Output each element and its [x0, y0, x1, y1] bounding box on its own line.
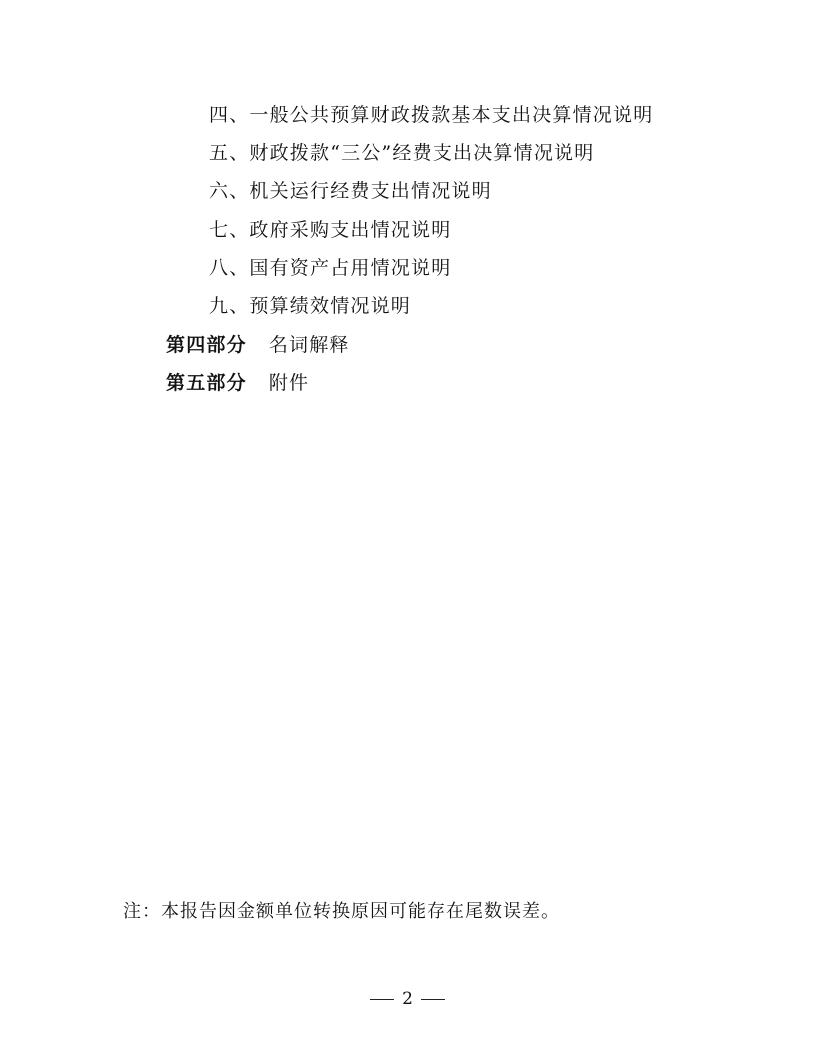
- toc-item-8: 八、国有资产占用情况说明: [209, 257, 452, 279]
- toc-part-number: 第四部分: [166, 334, 247, 356]
- page-number: [0, 988, 815, 1010]
- toc-part-number: 第五部分: [166, 372, 247, 394]
- toc-part-4: [166, 333, 350, 357]
- toc-part-5: [166, 371, 309, 395]
- toc-item-7: 七、政府采购支出情况说明: [209, 219, 452, 241]
- toc-item-5: 五、财政拨款“三公”经费支出决算情况说明: [209, 142, 595, 164]
- toc-item-9: 九、预算绩效情况说明: [209, 295, 412, 317]
- dash-left: [370, 999, 394, 1000]
- dash-right: [421, 999, 445, 1000]
- toc-part-title: 名词解释: [268, 334, 350, 356]
- toc-item-6: 六、机关运行经费支出情况说明: [209, 180, 492, 202]
- footnote: 注：本报告因金额单位转换原因可能存在尾数误差。: [123, 901, 560, 922]
- toc-part-title: 附件: [268, 372, 310, 394]
- page-number-value: 2: [402, 989, 413, 1009]
- toc-item-4: 四、一般公共预算财政拨款基本支出决算情况说明: [209, 104, 654, 126]
